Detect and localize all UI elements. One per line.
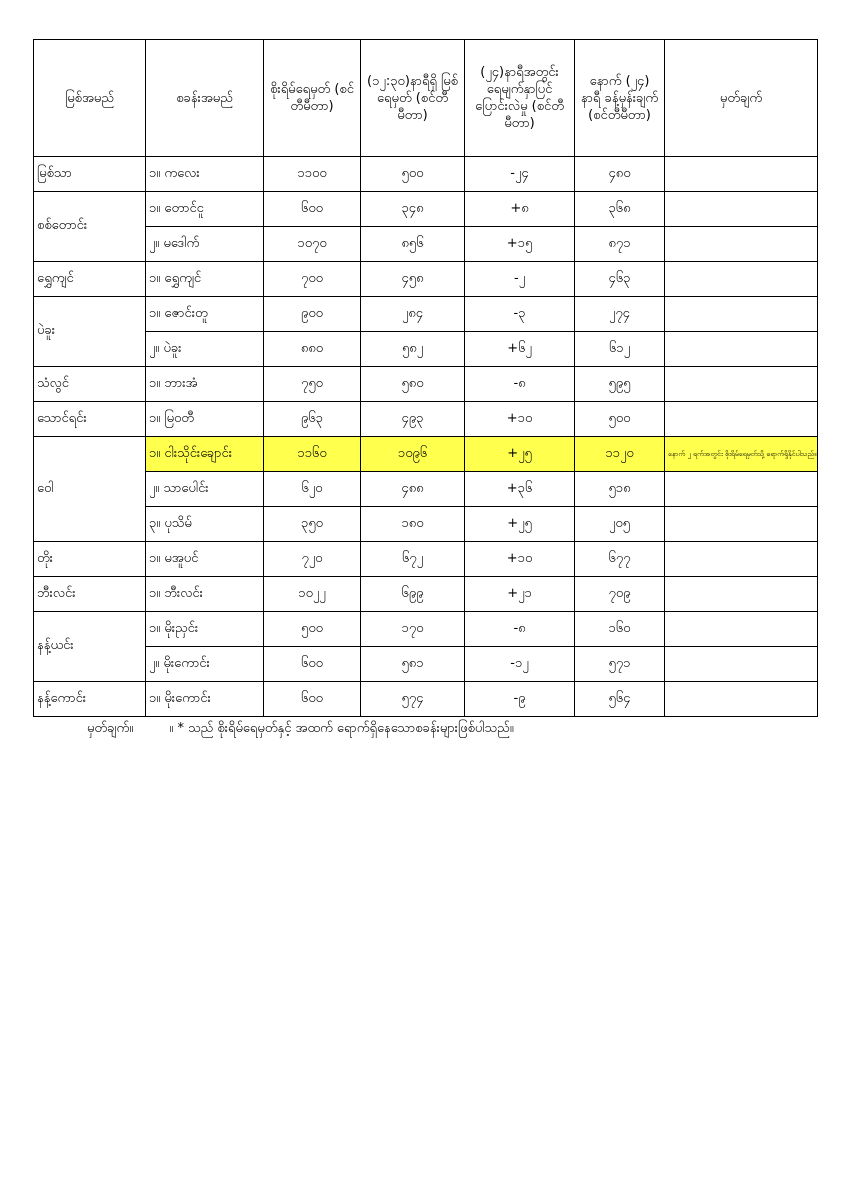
remark (665, 227, 818, 262)
current-level: ၅၈၂ (361, 332, 465, 367)
danger-level: ၇၅၀ (264, 367, 361, 402)
table-row (34, 507, 818, 542)
header-river: မြစ်အမည် (34, 40, 146, 157)
forecast-level: ၂၀၅ (575, 507, 665, 542)
level-change: -၃ (465, 297, 575, 332)
footer-label: မှတ်ချက်။ (87, 721, 134, 736)
level-change: +၂၅ (465, 437, 575, 472)
table-row (34, 542, 818, 577)
current-level: ၃၄၈ (361, 192, 465, 227)
forecast-level: ၄၈၀ (575, 157, 665, 192)
current-level: ၅၇၄ (361, 682, 465, 717)
header-station: စခန်းအမည် (146, 40, 264, 157)
river-name: ဘီးလင်း (34, 577, 146, 612)
danger-level: ၆၂၀ (264, 472, 361, 507)
table-row (34, 682, 818, 717)
table-row (34, 192, 818, 227)
danger-level: ၁၁၆၀ (264, 437, 361, 472)
danger-level: ၇၀၀ (264, 262, 361, 297)
header-24h-change: (၂၄)နာရီအတွင်း ရေမျက်နှာပြင် ပြောင်းလဲမှု (စင်တီမီတာ) (465, 40, 575, 157)
table-row (34, 367, 818, 402)
river-name: တိုး (34, 542, 146, 577)
current-level: ၁၀၉၆ (361, 437, 465, 472)
current-level: ၆၇၂ (361, 542, 465, 577)
header-forecast: နောက် (၂၄) နာရီ ခန့်မှန်းချက် (စင်တီမီတာ) (575, 40, 665, 157)
danger-level: ၅၀၀ (264, 612, 361, 647)
table-row (34, 227, 818, 262)
remark (665, 542, 818, 577)
current-level: ၅၀၀ (361, 157, 465, 192)
river-name: စစ်တောင်း (34, 192, 146, 262)
current-level: ၈၅၆ (361, 227, 465, 262)
current-level: ၆၉၉ (361, 577, 465, 612)
remark (665, 647, 818, 682)
forecast-level: ၃၆၈ (575, 192, 665, 227)
forecast-level: ၅၀၀ (575, 402, 665, 437)
header-current-level: (၁၂:၃၀)နာရီရှိ မြစ်ရေမှတ် (စင်တီမီတာ) (361, 40, 465, 157)
forecast-level: ၅၆၄ (575, 682, 665, 717)
danger-level: ၃၅၀ (264, 507, 361, 542)
current-level: ၁၇၀ (361, 612, 465, 647)
current-level: ၁၈၀ (361, 507, 465, 542)
danger-level: ၈၈၀ (264, 332, 361, 367)
remark (665, 472, 818, 507)
level-change: +၂၁ (465, 577, 575, 612)
table-row (34, 262, 818, 297)
forecast-level: ၅၇၁ (575, 647, 665, 682)
table-row (34, 402, 818, 437)
remark (665, 262, 818, 297)
remark (665, 577, 818, 612)
station-name: ၃။ ပုသိမ် (146, 507, 264, 542)
current-level: ၄၈၈ (361, 472, 465, 507)
station-name: ၁။ ဘားအံ (146, 367, 264, 402)
remark (665, 192, 818, 227)
level-change: +၁၅ (465, 227, 575, 262)
forecast-level: ၇၀၉ (575, 577, 665, 612)
danger-level: ၉၆၃ (264, 402, 361, 437)
danger-level: ၆၀၀ (264, 682, 361, 717)
remark (665, 157, 818, 192)
station-name: ၁။ မိုးညှင်း (146, 612, 264, 647)
station-name: ၂။ ပဲခူး (146, 332, 264, 367)
station-name: ၁။ မြဝတီ (146, 402, 264, 437)
forecast-level: ၈၇၁ (575, 227, 665, 262)
remark (665, 612, 818, 647)
river-name: ပဲခူး (34, 297, 146, 367)
table-row (34, 577, 818, 612)
table-row (34, 472, 818, 507)
station-name: ၁။ မအူပင် (146, 542, 264, 577)
level-change: -၂၄ (465, 157, 575, 192)
station-name: ၂။ သာပေါင်း (146, 472, 264, 507)
remark (665, 332, 818, 367)
level-change: +၈ (465, 192, 575, 227)
river-name: ဝေါ (34, 437, 146, 542)
danger-level: ၁၀၂၂ (264, 577, 361, 612)
header-danger-level: စိုးရိမ်ရေမှတ် (စင်တီမီတာ) (264, 40, 361, 157)
forecast-level: ၂၇၄ (575, 297, 665, 332)
forecast-level: ၆၁၂ (575, 332, 665, 367)
current-level: ၅၈၀ (361, 367, 465, 402)
table-row (34, 297, 818, 332)
current-level: ၂၈၄ (361, 297, 465, 332)
station-name: ၁။ ဇောင်းတူ (146, 297, 264, 332)
river-level-table (33, 39, 818, 717)
forecast-level: ၁၁၂၀ (575, 437, 665, 472)
station-name: ၂။ မဒေါက် (146, 227, 264, 262)
table-row (34, 647, 818, 682)
remark (665, 682, 818, 717)
forecast-level: ၅၉၅ (575, 367, 665, 402)
level-change: +၁၀ (465, 542, 575, 577)
current-level: ၄၅၈ (361, 262, 465, 297)
danger-level: ၁၀၇၀ (264, 227, 361, 262)
river-name: သံလွင် (34, 367, 146, 402)
level-change: -၈ (465, 367, 575, 402)
danger-level: ၉၀၀ (264, 297, 361, 332)
station-name: ၁။ တောင်ငူ (146, 192, 264, 227)
danger-level: ၁၁၀၀ (264, 157, 361, 192)
station-name: ၁။ ဘီးလင်း (146, 577, 264, 612)
forecast-level: ၆၇၇ (575, 542, 665, 577)
level-change: +၃၆ (465, 472, 575, 507)
danger-level: ၇၂၀ (264, 542, 361, 577)
river-name: နန့်ကောင်း (34, 682, 146, 717)
level-change: -၂ (465, 262, 575, 297)
remark: နောက် ၂ ရက်အတွင်း စိုးရိမ်ရေမှတ်သို့ ရောက်ရှိနိုင်ပါသည်။ (665, 437, 818, 472)
station-name: ၁။ ငါးသိုင်းချောင်း (146, 437, 264, 472)
station-name: ၁။ ကလေး (146, 157, 264, 192)
level-change: -၈ (465, 612, 575, 647)
table-row (34, 157, 818, 192)
river-name: နန့်ယင်း (34, 612, 146, 682)
level-change: -၁၂ (465, 647, 575, 682)
river-name: မြစ်သာ (34, 157, 146, 192)
current-level: ၅၈၁ (361, 647, 465, 682)
level-change: -၉ (465, 682, 575, 717)
level-change: +၁၀ (465, 402, 575, 437)
current-level: ၄၉၃ (361, 402, 465, 437)
river-name: သောင်ရင်း (34, 402, 146, 437)
station-name: ၂။ မိုးကောင်း (146, 647, 264, 682)
river-name: ရွှေကျင် (34, 262, 146, 297)
footer-text: ။ * သည် စိုးရိမ်ရေမှတ်နှင့် အထက် ရောက်ရှိနေသောစခန်းများဖြစ်ပါသည်။ (169, 721, 514, 736)
remark (665, 367, 818, 402)
forecast-level: ၁၆၀ (575, 612, 665, 647)
table-header-row (34, 40, 818, 157)
table-row (34, 332, 818, 367)
level-change: +၂၅ (465, 507, 575, 542)
footer-note (87, 720, 514, 739)
table-row-highlighted (34, 437, 818, 472)
station-name: ၁။ မိုးကောင်း (146, 682, 264, 717)
header-remark: မှတ်ချက် (665, 40, 818, 157)
forecast-level: ၄၆၃ (575, 262, 665, 297)
remark (665, 297, 818, 332)
danger-level: ၆၀၀ (264, 647, 361, 682)
danger-level: ၆၀၀ (264, 192, 361, 227)
remark (665, 507, 818, 542)
table-row (34, 612, 818, 647)
forecast-level: ၅၁၈ (575, 472, 665, 507)
station-name: ၁။ ရွှေကျင် (146, 262, 264, 297)
level-change: +၆၂ (465, 332, 575, 367)
remark (665, 402, 818, 437)
